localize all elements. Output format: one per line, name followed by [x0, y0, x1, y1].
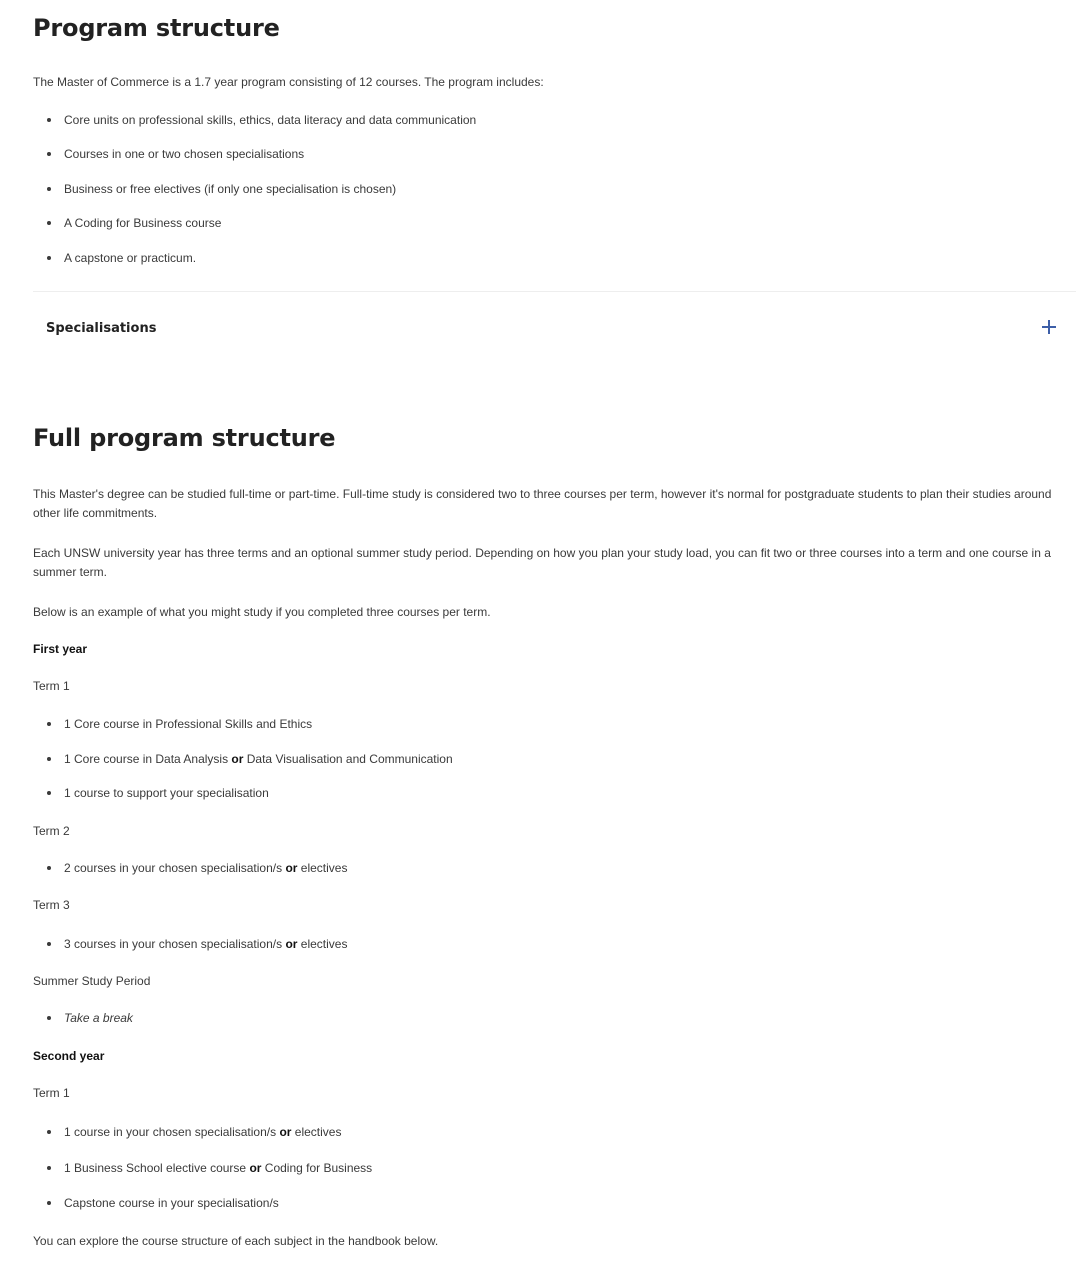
term-label: Term 3 — [33, 898, 70, 912]
list-item: 3 courses in your chosen specialisation/s or electives — [33, 936, 347, 952]
list-item: 1 Business School elective course or Coding for Business — [33, 1160, 372, 1176]
term-label: Term 1 — [33, 1086, 70, 1100]
list-item: Core units on professional skills, ethics, data literacy and data communication — [33, 112, 476, 128]
paragraph-terms: Each UNSW university year has three terms and an optional summer study period. Depending on how you plan your study load, you can fit two or three courses into a term and one course in a summer term. — [33, 546, 1051, 579]
list-item: 1 Core course in Professional Skills and Ethics — [33, 716, 312, 732]
list-item: Business or free electives (if only one specialisation is chosen) — [33, 181, 396, 197]
paragraph-study-modes: This Master's degree can be studied full-time or part-time. Full-time study is considered two to three courses per term, however it's normal for postgraduate students to plan their studies around other life commitments. — [33, 487, 1052, 520]
specialisations-accordion[interactable] — [33, 292, 1076, 366]
program-intro: The Master of Commerce is a 1.7 year program consisting of 12 courses. The program includes: — [33, 75, 544, 89]
term-label: Term 2 — [33, 824, 70, 838]
list-item: A capstone or practicum. — [33, 250, 196, 266]
handbook-note: You can explore the course structure of each subject in the handbook below. — [33, 1234, 439, 1248]
first-year-label: First year — [33, 642, 88, 656]
list-item: Take a break — [33, 1010, 133, 1026]
list-item: A Coding for Business course — [33, 215, 221, 231]
list-item: 1 course in your chosen specialisation/s or electives — [33, 1124, 341, 1140]
accordion-title: Specialisations — [46, 321, 157, 336]
full-structure-heading: Full program structure — [33, 424, 336, 452]
second-year-label: Second year — [33, 1049, 105, 1063]
term-label: Term 1 — [33, 679, 70, 693]
plus-icon[interactable] — [1042, 320, 1056, 334]
term-label: Summer Study Period — [33, 974, 151, 988]
paragraph-example: Below is an example of what you might study if you completed three courses per term. — [33, 605, 491, 619]
list-item: 1 Core course in Data Analysis or Data Visualisation and Communication — [33, 751, 453, 767]
list-item: 2 courses in your chosen specialisation/s or electives — [33, 860, 347, 876]
list-item: Capstone course in your specialisation/s — [33, 1195, 279, 1211]
list-item: Courses in one or two chosen specialisations — [33, 146, 304, 162]
program-structure-heading: Program structure — [33, 14, 280, 42]
list-item: 1 course to support your specialisation — [33, 785, 269, 801]
